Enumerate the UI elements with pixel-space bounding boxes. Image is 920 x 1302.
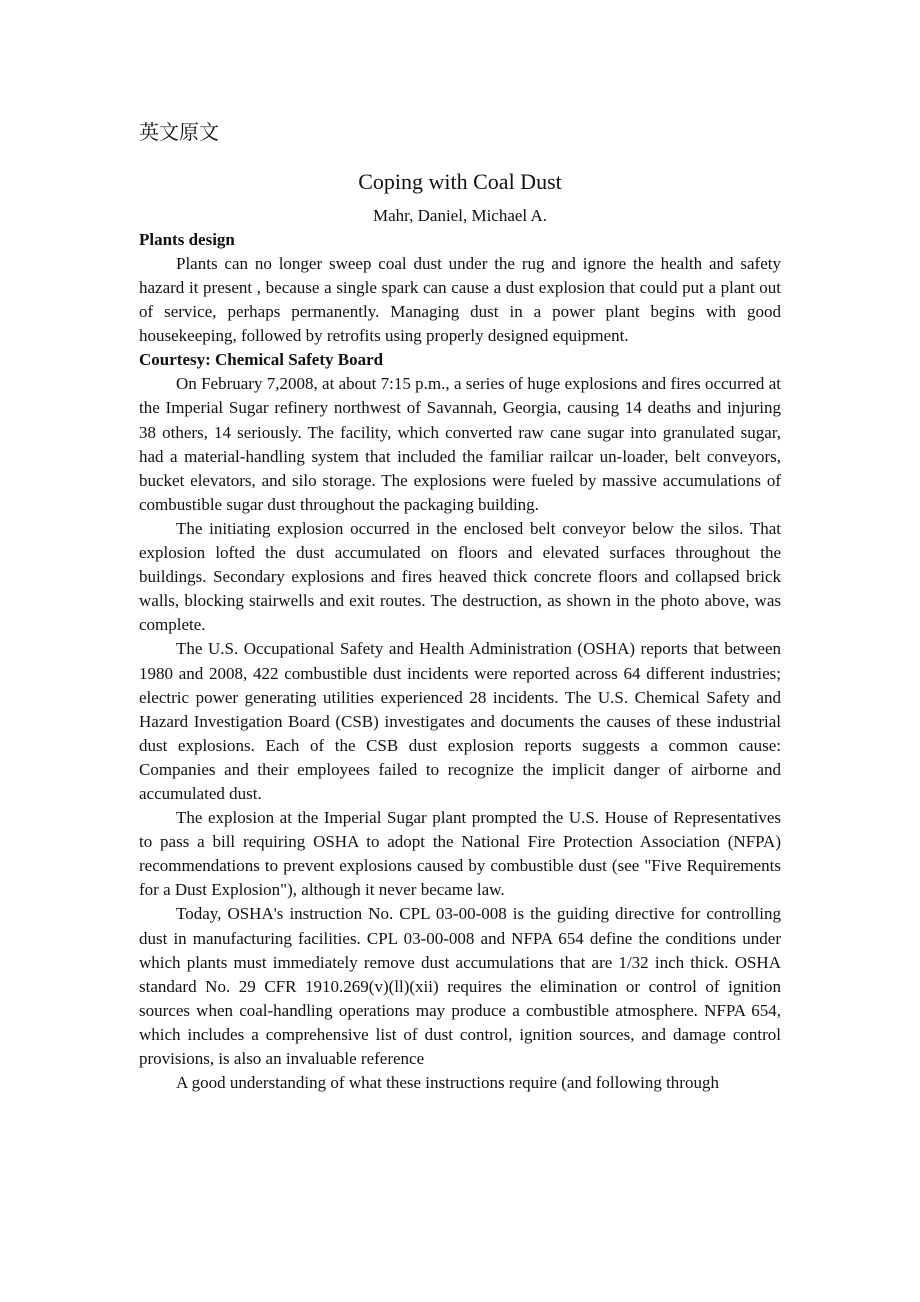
section-heading-courtesy: Courtesy: Chemical Safety Board (139, 350, 384, 370)
paragraph: On February 7,2008, at about 7:15 p.m., a series of huge explosions and fires occurred at the Imperial Sugar refinery northwest of Savannah, Georgia, causing 14 deaths and injuring 38 others, 14 seriously. The facility, which converted raw cane sugar into granulated sugar, had a material-handling system that included the familiar railcar un-loader, belt conveyors, bucket elevators, and silo storage. The explosions were fueled by massive accumulations of combustible sugar dust throughout the packaging building. (139, 374, 781, 514)
paragraph: The explosion at the Imperial Sugar plant prompted the U.S. House of Representatives to pass a bill requiring OSHA to adopt the National Fire Protection Association (NFPA) recommendations to prevent explosions caused by combustible dust (see "Five Requirements for a Dust Explosion"), although it never became law. (139, 808, 781, 900)
paragraph: Plants can no longer sweep coal dust under the rug and ignore the health and safety hazard it present , because a single spark can cause a dust explosion that could put a plant out of service, perhaps permanently. Managing dust in a power plant begins with good housekeeping, followed by retrofits using properly designed equipment. (139, 254, 781, 346)
paragraph: A good understanding of what these instructions require (and following through (176, 1073, 719, 1093)
section-heading-plants-design: Plants design (139, 230, 235, 249)
paragraph: The initiating explosion occurred in the enclosed belt conveyor below the silos. That explosion lofted the dust accumulated on floors and elevated surfaces throughout the buildings. Secondary explosions and fires heaved thick concrete floors and collapsed brick walls, blocking stairwells and exit routes. The destruction, as shown in the photo above, was complete. (139, 518, 781, 635)
paragraph: Today, OSHA's instruction No. CPL 03-00-008 is the guiding directive for controlling dust in manufacturing facilities. CPL 03-00-008 and NFPA 654 define the conditions under which plants must immediately remove dust accumulations that are 1/32 inch thick. OSHA standard No. 29 CFR 1910.269(v)(ll)(xii) requires the elimination or control of ignition sources when coal-handling operations may produce a combustible atmosphere. NFPA 654, which includes a comprehensive list of dust control, ignition sources, and damage control provisions, is also an invaluable reference (139, 904, 781, 1068)
article-authors: Mahr, Daniel, Michael A. (373, 206, 547, 225)
document-page (139, 118, 781, 1095)
paragraph: The U.S. Occupational Safety and Health Administration (OSHA) reports that between 1980 and 2008, 422 combustible dust incidents were reported across 64 different industries; electric power generating utilities experienced 28 incidents. The U.S. Chemical Safety and Hazard Investigation Board (CSB) investigates and documents the causes of these industrial dust explosions. Each of the CSB dust explosion reports suggests a common cause: Companies and their employees failed to recognize the implicit danger of airborne and accumulated dust. (139, 639, 781, 803)
chinese-heading: 英文原文 (139, 120, 219, 144)
article-title: Coping with Coal Dust (358, 169, 562, 194)
